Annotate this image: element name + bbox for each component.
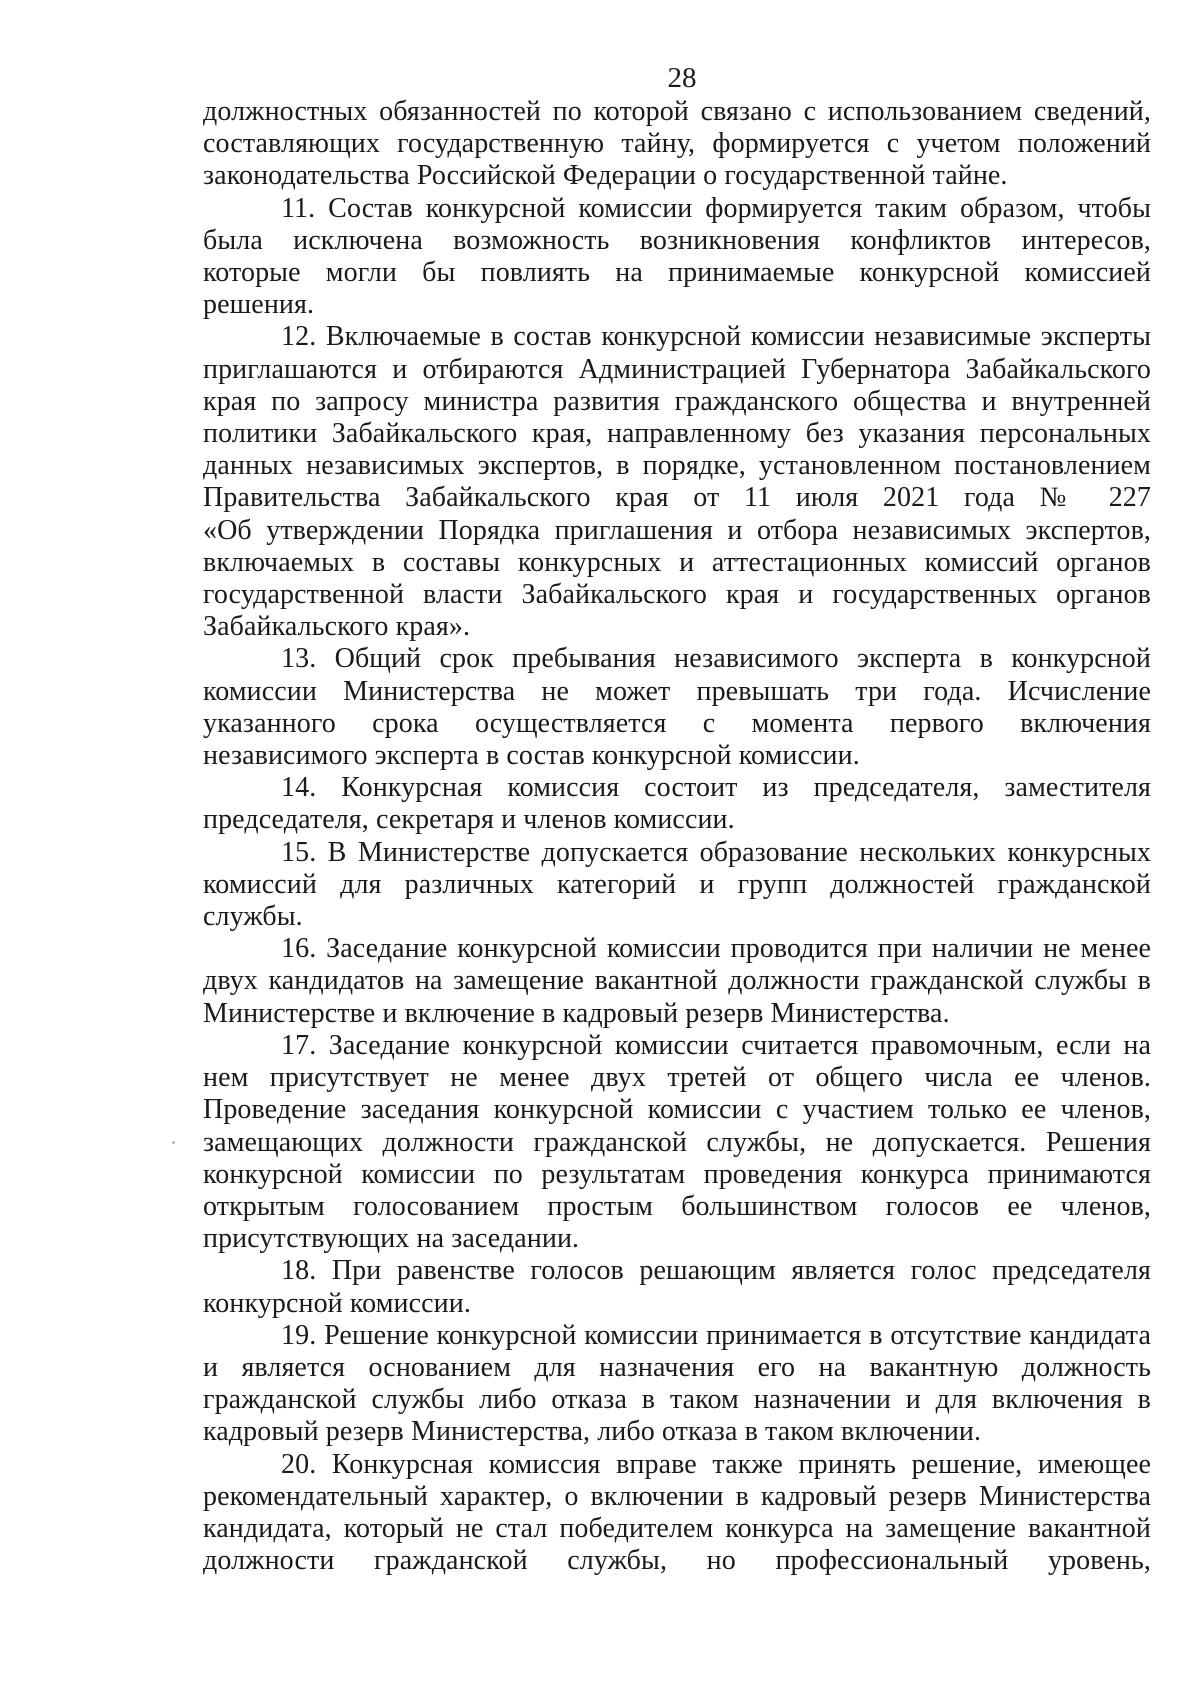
text-line: гражданской службы либо отказа в таком назначении и для включения в xyxy=(203,1384,1151,1416)
text-line: «Об утверждении Порядка приглашения и отбора независимых экспертов, xyxy=(203,514,1151,546)
text-line: 18. При равенстве голосов решающим является голос председателя xyxy=(281,1255,1151,1287)
paragraph-12 xyxy=(203,321,1151,643)
paragraph-16 xyxy=(203,933,1151,1030)
text-line: политики Забайкальского края, направленному без указания персональных xyxy=(203,418,1151,450)
text-line: 15. В Министерстве допускается образование нескольких конкурсных xyxy=(281,836,1151,868)
text-line: указанного срока осуществляется с момента первого включения xyxy=(203,707,1151,739)
text-line: комиссии Министерства не может превышать три года. Исчисление xyxy=(203,675,1151,707)
text-line: была исключена возможность возникновения конфликтов интересов, xyxy=(203,224,1151,256)
text-line: независимого эксперта в состав конкурсной комиссии. xyxy=(203,740,860,772)
text-line: государственной власти Забайкальского края и государственных органов xyxy=(203,579,1151,611)
text-line: двух кандидатов на замещение вакантной должности гражданской службы в xyxy=(203,965,1151,997)
paragraph-18 xyxy=(203,1255,1151,1319)
text-line: Министерстве и включение в кадровый резерв Министерства. xyxy=(203,997,950,1029)
text-line: комиссий для различных категорий и групп должностей гражданской xyxy=(203,868,1151,900)
text-line: службы. xyxy=(203,901,303,933)
text-line: которые могли бы повлиять на принимаемые конкурсной комиссией xyxy=(203,257,1151,289)
text-line: решения. xyxy=(203,289,315,321)
paragraph-14 xyxy=(203,772,1151,836)
text-line: 19. Решение конкурсной комиссии принимается в отсутствие кандидата xyxy=(281,1319,1151,1351)
text-line: данных независимых экспертов, в порядке, установленном постановлением xyxy=(203,450,1151,482)
text-line: Проведение заседания конкурсной комиссии с участием только ее членов, xyxy=(203,1094,1151,1126)
text-line: законодательства Российской Федерации о государственной тайне. xyxy=(203,160,1008,192)
text-line: председателя, секретаря и членов комиссии. xyxy=(203,804,735,836)
text-line: открытым голосованием простым большинством голосов ее членов, xyxy=(203,1190,1151,1222)
text-line: Правительства Забайкальского края от 11 июля 2021 года № 227 xyxy=(203,482,1151,514)
text-line: и является основанием для назначения его на вакантную должность xyxy=(203,1351,1151,1383)
text-line: 20. Конкурсная комиссия вправе также принять решение, имеющее xyxy=(281,1448,1151,1480)
paragraph-11 xyxy=(203,193,1151,322)
text-line: конкурсной комиссии по результатам проведения конкурса принимаются xyxy=(203,1158,1151,1190)
paragraph-13 xyxy=(203,643,1151,772)
text-line: кадровый резерв Министерства, либо отказа в таком включении. xyxy=(203,1416,982,1448)
text-line: 17. Заседание конкурсной комиссии считается правомочным, если на xyxy=(281,1029,1151,1061)
text-line: рекомендательный характер, о включении в кадровый резерв Министерства xyxy=(203,1480,1151,1512)
text-line: нем присутствует не менее двух третей от общего числа ее членов. xyxy=(203,1062,1151,1094)
text-line: замещающих должности гражданской службы, не допускается. Решения xyxy=(203,1126,1151,1158)
text-line: 13. Общий срок пребывания независимого эксперта в конкурсной xyxy=(281,643,1151,675)
text-line: приглашаются и отбираются Администрацией Губернатора Забайкальского xyxy=(203,353,1151,385)
text-line: Забайкальского края». xyxy=(203,611,471,643)
paragraph-15 xyxy=(203,837,1151,934)
paragraph-continuation xyxy=(203,96,1151,193)
text-line: должности гражданской службы, но профессиональный уровень, xyxy=(203,1545,1151,1577)
text-line: конкурсной комиссии. xyxy=(203,1287,471,1319)
paragraph-20 xyxy=(203,1449,1151,1578)
paragraph-19 xyxy=(203,1320,1151,1449)
text-line: должностных обязанностей по которой связано с использованием сведений, xyxy=(203,96,1151,127)
text-line: присутствующих на заседании. xyxy=(203,1223,580,1255)
text-line: включаемых в составы конкурсных и аттестационных комиссий органов xyxy=(203,546,1151,578)
text-line: составляющих государственную тайну, формируется с учетом положений xyxy=(203,128,1151,160)
text-line: 16. Заседание конкурсной комиссии проводится при наличии не менее xyxy=(281,933,1151,965)
text-line: 14. Конкурсная комиссия состоит из председателя, заместителя xyxy=(281,772,1151,804)
document-body xyxy=(203,96,1151,1577)
scan-artifact-dot xyxy=(172,1141,175,1144)
page-number: 28 xyxy=(667,62,697,94)
text-line: кандидата, который не стал победителем конкурса на замещение вакантной xyxy=(203,1512,1151,1544)
text-line: 11. Состав конкурсной комиссии формируется таким образом, чтобы xyxy=(281,192,1151,224)
text-line: края по запросу министра развития гражданского общества и внутренней xyxy=(203,385,1151,417)
text-line: 12. Включаемые в состав конкурсной комиссии независимые эксперты xyxy=(281,321,1151,353)
paragraph-17 xyxy=(203,1030,1151,1255)
